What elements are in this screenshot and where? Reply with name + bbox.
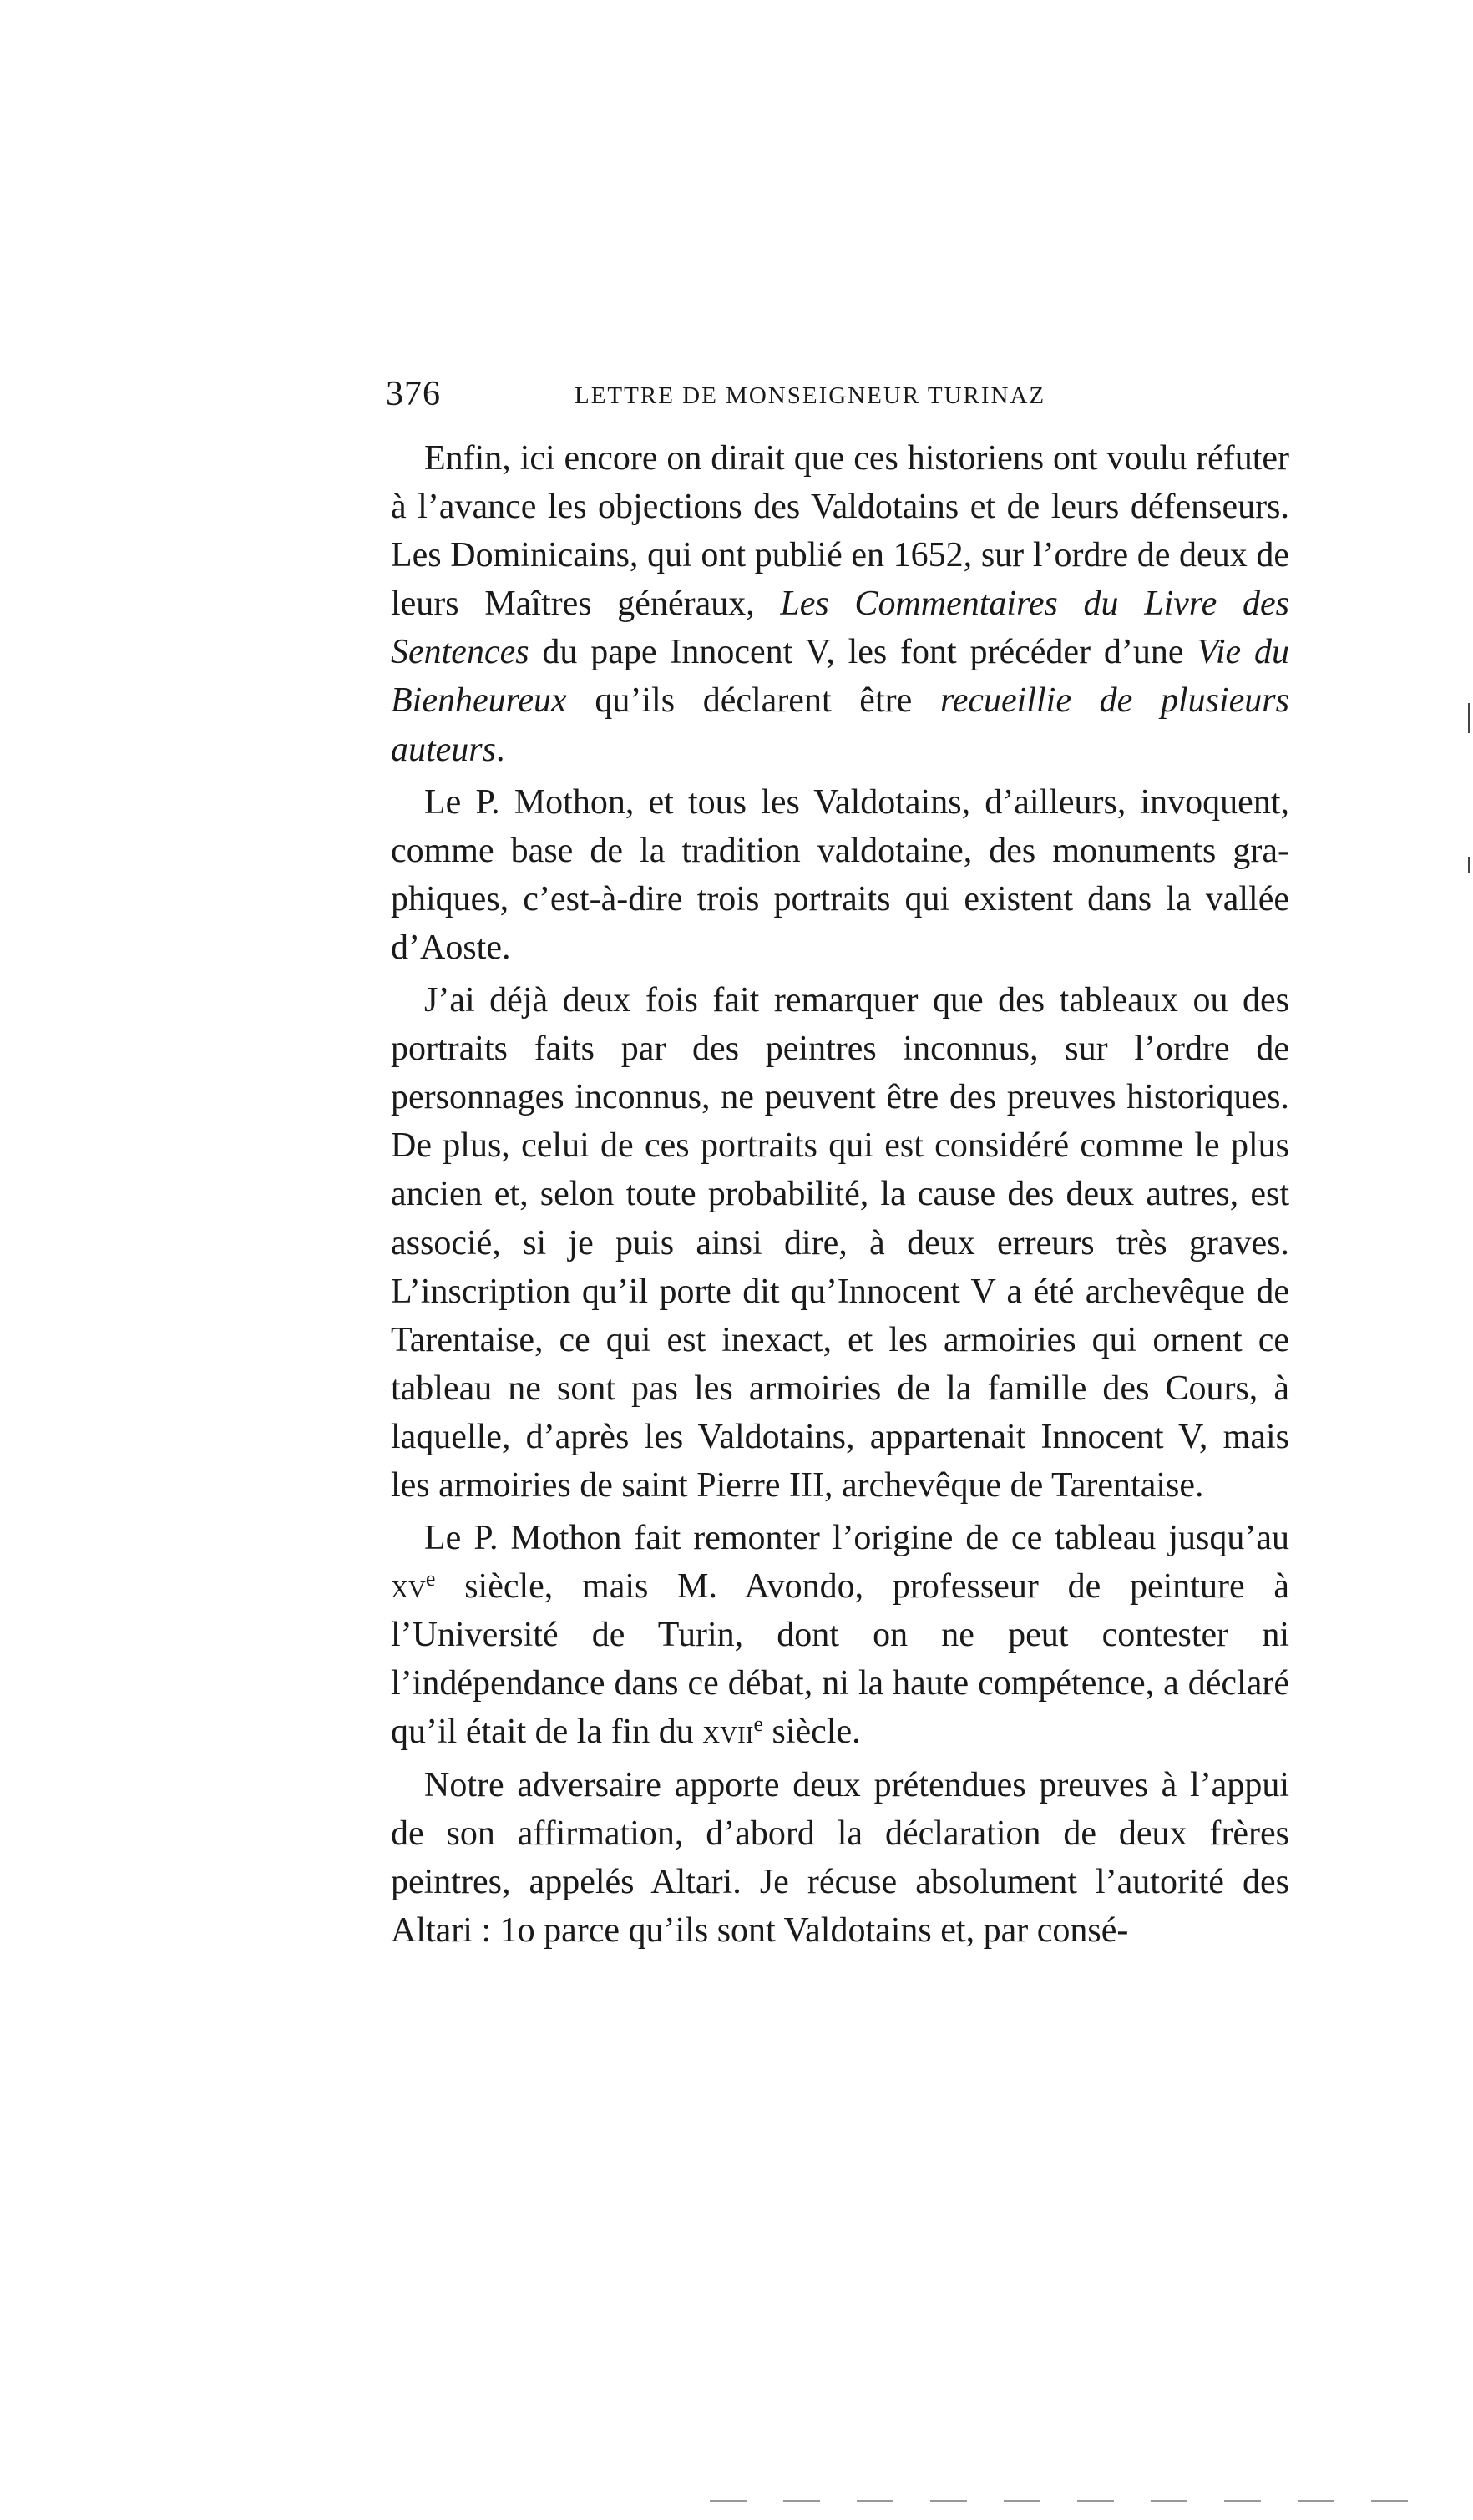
body-text [391, 434, 1289, 1955]
paragraph: Enfin, ici encore on dirait que ces historiens ont voulu réfuter à l’avance les objections des Valdotains et de leurs défenseurs. Les Dominicains, qui ont publié en 1652, sur l’ordre de deux de leurs Maîtres généraux, Les Commentaires du Livre des Sentences du pape Innocent V, les font précéder d’une Vie du Bienheureux qu’ils déclarent être recueillie de plusieurs auteurs. [391, 439, 1289, 769]
page-header [386, 374, 1137, 424]
page-edge-rule [710, 2500, 1445, 2502]
italic-title: Vie du Bienheureux [391, 633, 1289, 721]
running-title: LETTRE DE MONSEIGNEUR TURINAZ [575, 382, 1046, 409]
margin-mark [1468, 703, 1470, 733]
margin-mark [1468, 857, 1470, 873]
paragraph: J’ai déjà deux fois fait remarquer que des tableaux ou des portraits faits par des peintres inconnus, sur l’ordre de personnages inconnus, ne peuvent être des preuves historiques. De plus, celui de ces portraits qui est considéré comme le plus ancien et, selon toute probabilité, la cause des deux autres, est associé, si je puis ainsi dire, à deux erreurs très graves. L’inscription qu’il porte dit qu’Innocent V a été archevêque de Tarentaise, ce qui est inexact, et les armoiries qui ornent ce tableau ne sont pas les armoiries de la famille des Cours, à laquelle, d’après les Valdotains, appartenait Innocent V, mais les armoiries de saint Pierre III, archevêque de Tarentaise. [391, 981, 1289, 1505]
italic-title: Les Commentaires du Livre des Sentences [391, 584, 1289, 672]
page-number: 376 [386, 375, 441, 413]
italic-quote: recueillie de plusieurs auteurs [391, 681, 1289, 769]
paragraph: Le P. Mothon, et tous les Valdotains, d’ailleurs, invoquent, comme base de la tradition valdotaine, des monuments graphiques, c’est-à-dire trois portraits qui existent dans la vallée d’Aoste. [391, 782, 1289, 967]
paragraph: Le P. Mothon fait remonter l’origine de ce tableau jusqu’au $xv^e$ siècle, mais M. Avondo, professeur de peinture à l’Université de Turin, dont on ne peut contester ni l’indépendance dans ce débat, ni la haute compétence, a déclaré qu’il était de la fin du xvii$^e$ siècle. [391, 1519, 1289, 1752]
paragraph: Notre adversaire apporte deux prétendues preuves à l’appui de son affirmation, d’abord la déclaration de deux frères peintres, appelés Altari. Je récuse absolument l’autorité des Altari : 1o parce qu’ils sont Valdotains et, par consé- [391, 1765, 1289, 1950]
